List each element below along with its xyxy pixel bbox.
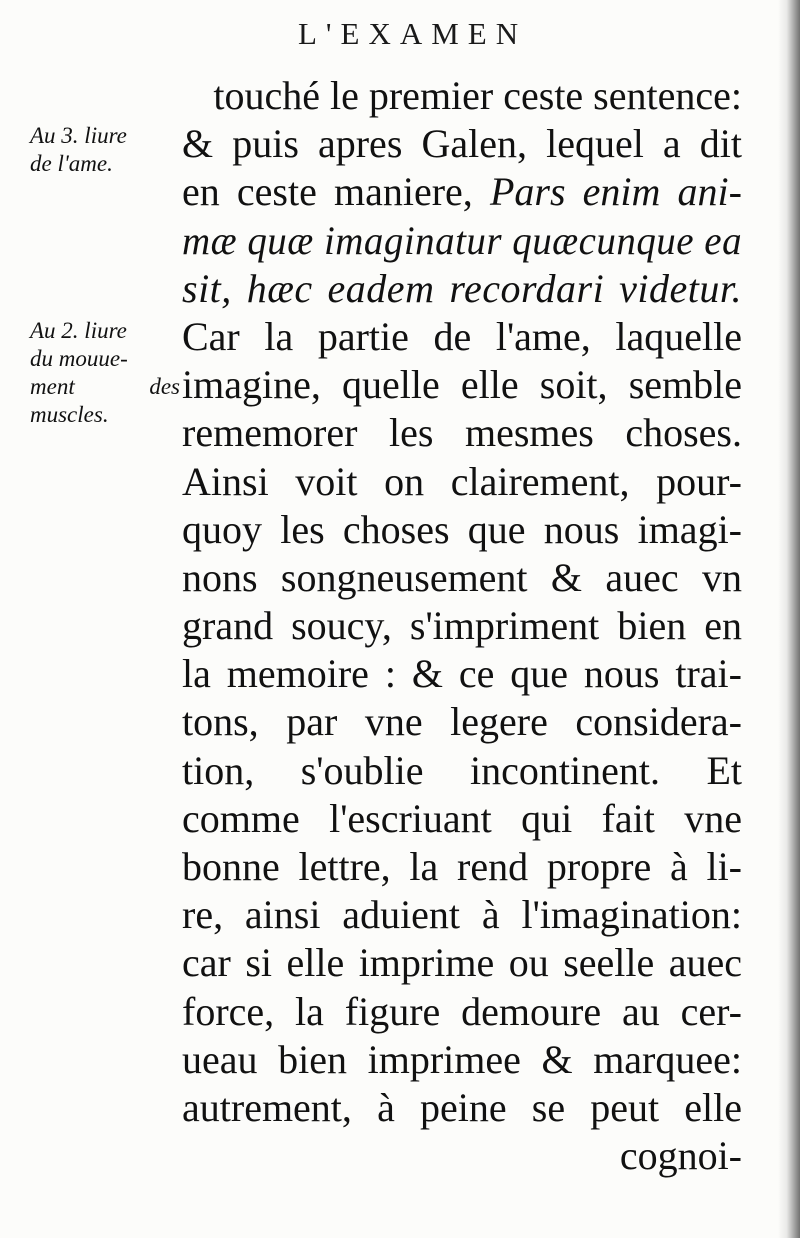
margin-note-1 [30, 122, 180, 178]
margin-note-line: muscles. [30, 402, 109, 427]
text-line: la memoire : & ce que nous trai- [182, 651, 742, 697]
text-line: grand soucy, s'impriment bien en [182, 603, 742, 649]
margin-note-line: Au 3. liure [30, 123, 127, 148]
margin-note-2 [30, 317, 180, 429]
text-italic-part: Pars enim ani- [489, 169, 742, 215]
margin-note-line: Au 2. liure [30, 318, 127, 343]
text-line-mixed [182, 168, 742, 216]
text-line: bonne lettre, la rend propre à li- [182, 844, 742, 889]
margin-note-line: de l'ame. [30, 151, 113, 176]
text-line: imagine, quelle elle soit, semble [182, 362, 742, 408]
text-line: touché le premier ceste sentence: [213, 73, 742, 118]
text-line: Ainsi voit on clairement, pour- [182, 458, 742, 504]
text-line: autrement, à peine se peut elle [182, 1084, 742, 1130]
text-line: & puis apres Galen, lequel a dit [182, 121, 742, 167]
catchword: cognoi- [619, 1133, 742, 1179]
text-line: tion, s'oublie incontinent. Et [182, 747, 742, 793]
text-line: force, la figure demoure au cer- [182, 988, 742, 1034]
margin-note-line: du mouue- [30, 346, 128, 371]
text-line: tons, par vne legere considera- [182, 699, 742, 745]
text-line: nons songneusement & auec vn [182, 554, 742, 600]
text-line: sit, hæc eadem recordari videtur. [182, 265, 742, 311]
text-line: Car la partie de l'ame, laquelle [182, 313, 742, 359]
body-text [182, 72, 742, 1180]
running-title: L'EXAMEN [298, 16, 528, 51]
text-line: re, ainsi aduient à l'imagination: [182, 892, 742, 938]
text-line: rememorer les mesmes choses. [182, 410, 742, 456]
text-line: car si elle imprime ou seelle auec [182, 940, 742, 986]
text-roman-part: en ceste maniere, [182, 169, 490, 215]
page-edge-shadow [778, 0, 800, 1238]
text-line: mæ quæ imaginatur quæcunque ea [182, 217, 743, 263]
margin-note-line: ment des [30, 374, 180, 399]
text-line: ueau bien imprimee & marquee: [182, 1036, 742, 1082]
text-line: comme l'escriuant qui fait vne [182, 795, 742, 841]
text-line: quoy les choses que nous imagi- [182, 506, 742, 552]
